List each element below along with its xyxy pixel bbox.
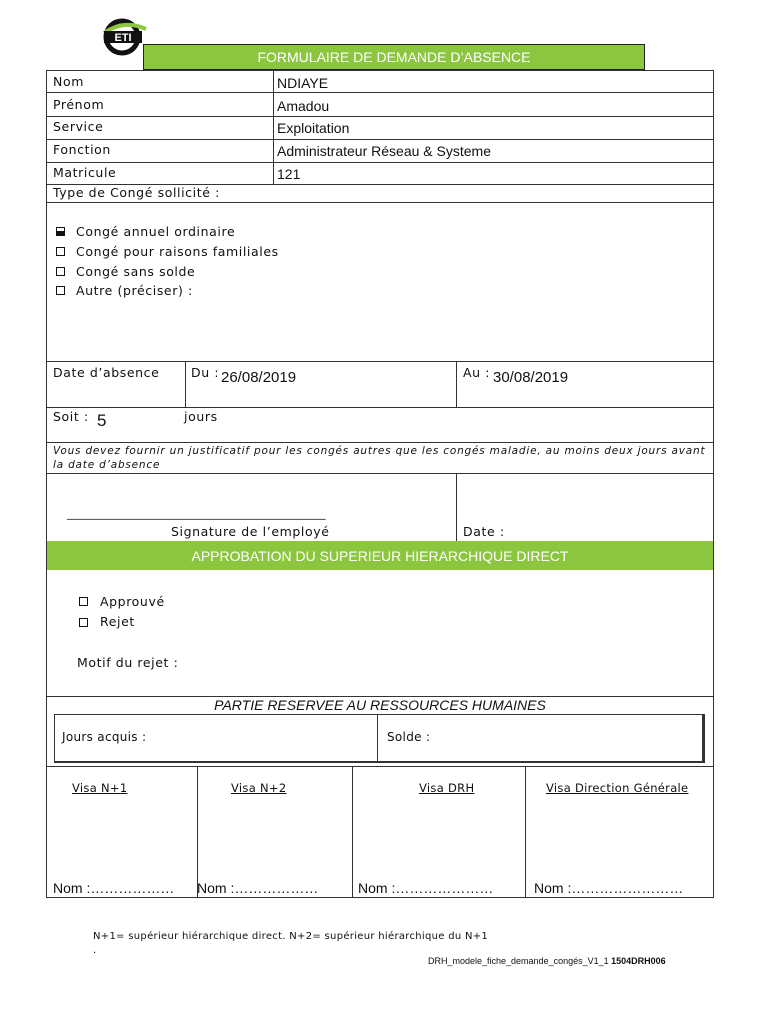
visa-drh-nom[interactable]: Nom :………………… <box>358 880 494 896</box>
from-label: Du : <box>191 365 220 380</box>
service-label: Service <box>53 119 104 134</box>
visa-n1-nom[interactable]: Nom :……………… <box>53 880 175 896</box>
prenom-label: Prénom <box>53 97 105 112</box>
absence-date-label: Date d’absence <box>53 365 160 380</box>
rejected-checkbox[interactable] <box>79 618 88 627</box>
from-date-value[interactable]: 26/08/2019 <box>221 369 297 386</box>
soit-label: Soit : <box>53 409 89 424</box>
fonction-value[interactable]: Administrateur Réseau & Systeme <box>277 143 491 159</box>
visa-dg-nom[interactable]: Nom :…………………… <box>534 880 684 896</box>
leave-option-family-label: Congé pour raisons familiales <box>76 244 279 259</box>
days-unit: jours <box>184 409 218 424</box>
prenom-value[interactable]: Amadou <box>277 98 330 114</box>
approval-title: APPROBATION DU SUPERIEUR HIERARCHIQUE DIRECT <box>191 547 569 564</box>
days-acquired-label: Jours acquis : <box>62 730 147 744</box>
leave-option-family-checkbox[interactable] <box>56 247 65 256</box>
document-reference <box>428 956 666 966</box>
visa-n2-nom[interactable]: Nom :……………… <box>197 880 319 896</box>
rejected-label: Rejet <box>100 614 135 629</box>
approval-header <box>47 541 713 570</box>
absence-form <box>46 70 714 898</box>
signature-line: _______________________________________________ <box>67 507 326 520</box>
leave-option-unpaid-label: Congé sans solde <box>76 264 196 279</box>
hr-box <box>54 714 705 763</box>
justification-notice: Vous devez fournir un justificatif pour les congés autres que les congés maladie, au moins deux jours avant la date d’absence <box>53 445 706 471</box>
footer-dot: . <box>93 945 97 956</box>
form-title-text: FORMULAIRE DE DEMANDE D’ABSENCE <box>257 49 531 65</box>
matricule-value[interactable]: 121 <box>277 166 301 182</box>
leave-option-other-label: Autre (préciser) : <box>76 283 193 298</box>
footer-note: N+1= supérieur hiérarchique direct. N+2= supérieur hiérarchique du N+1 <box>93 931 489 942</box>
document-reference-name: DRH_modele_fiche_demande_congés_V1_1 <box>428 956 609 966</box>
leave-option-annual-checkbox[interactable] <box>56 227 65 236</box>
hr-title: PARTIE RESERVEE AU RESSOURCES HUMAINES <box>214 697 546 713</box>
nom-label: Nom <box>53 74 84 89</box>
signature-date-label: Date : <box>463 524 505 539</box>
visa-n2-label: Visa N+2 <box>231 781 287 795</box>
approved-checkbox[interactable] <box>79 597 88 606</box>
nom-value[interactable]: NDIAYE <box>277 75 329 91</box>
form-title <box>143 44 645 70</box>
balance-label: Solde : <box>387 730 431 744</box>
leave-option-unpaid-checkbox[interactable] <box>56 267 65 276</box>
leave-option-annual-label: Congé annuel ordinaire <box>76 224 236 239</box>
visa-n1-label: Visa N+1 <box>72 781 128 795</box>
days-value[interactable]: 5 <box>97 411 107 430</box>
leave-option-other-checkbox[interactable] <box>56 286 65 295</box>
signature-label: Signature de l’employé <box>171 524 330 539</box>
logo-text: ETI <box>114 32 132 44</box>
visa-dg-label: Visa Direction Générale <box>546 781 689 795</box>
document-reference-code: 1504DRH006 <box>611 956 666 966</box>
to-date-value[interactable]: 30/08/2019 <box>493 369 569 386</box>
visa-drh-label: Visa DRH <box>419 781 475 795</box>
to-label: Au : <box>463 365 491 380</box>
matricule-label: Matricule <box>53 165 117 180</box>
leave-type-label: Type de Congé sollicité : <box>53 185 220 200</box>
reject-reason-label: Motif du rejet : <box>77 655 179 670</box>
service-value[interactable]: Exploitation <box>277 120 350 136</box>
fonction-label: Fonction <box>53 142 111 157</box>
approved-label: Approuvé <box>100 594 165 609</box>
